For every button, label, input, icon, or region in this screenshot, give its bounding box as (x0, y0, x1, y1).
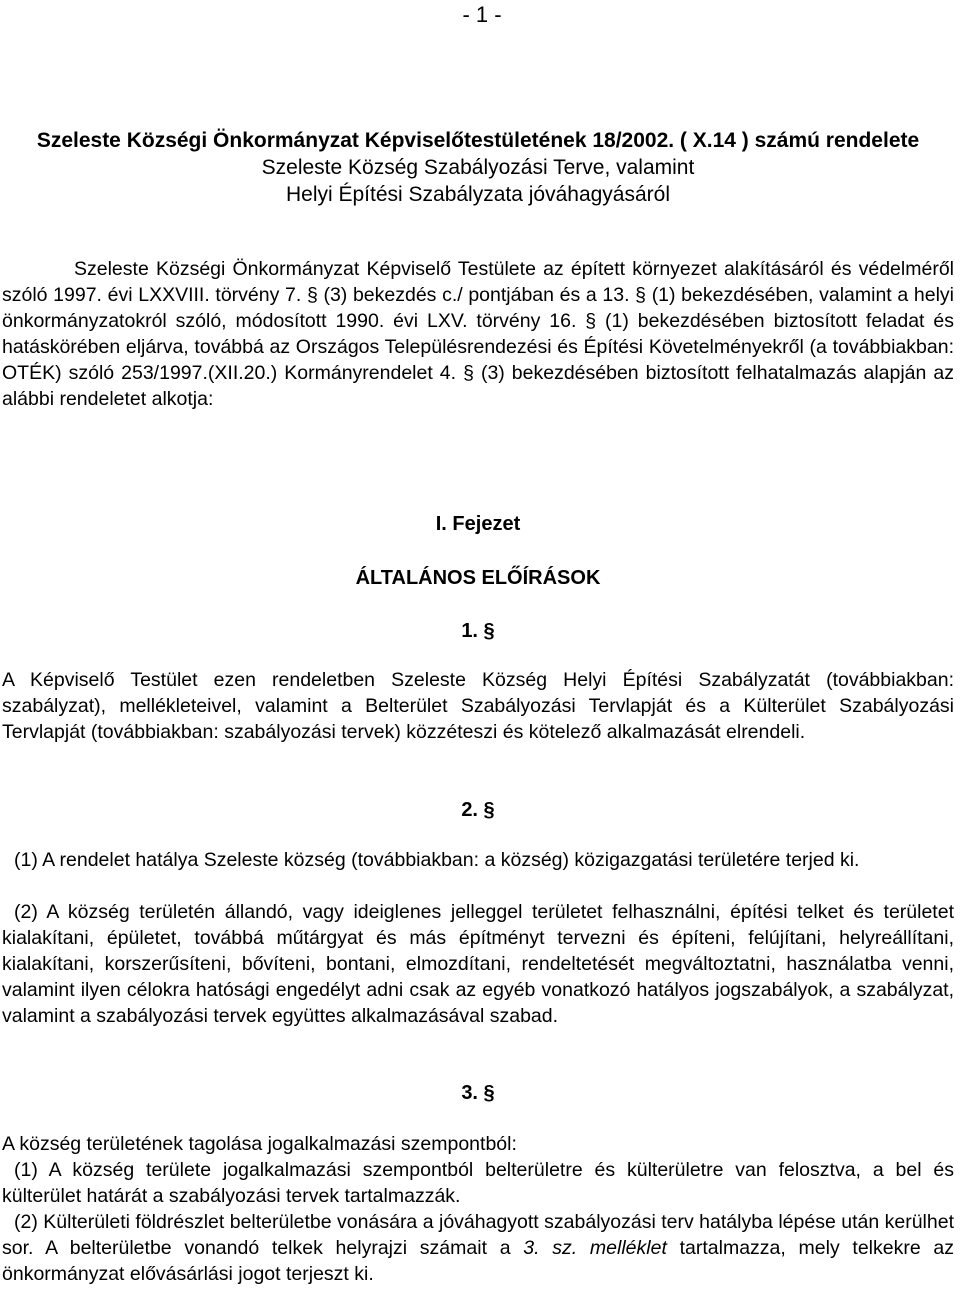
preamble-paragraph: Szeleste Községi Önkormányzat Képviselő Testülete az épített környezet alakításáról és védelméről szóló 1997. évi LXXVIII. törvény 7. § (3) bekezdés c./ pontjában és a 13. § (1) bekezdésében, valamint a helyi önkormányzatokról szóló, módosított 1990. évi LXV. törvény 16. § (1) bekezdésében biztosított feladat és hatáskörében eljárva, továbbá az Országos Településrendezési és Építési Követelményekről (a továbbiakban: OTÉK) szóló 253/1997.(XII.20.) Kormányrendelet 4. § (3) bekezdésében biztosított felhatalmazás alapján az alábbi rendeletet alkotja: (2, 258, 954, 410)
section-1-heading: 1. § (461, 620, 495, 642)
section-3-paragraph-2-end: tartalmazza, mely telkekre az önkormányzat elővásárlási jogot terjeszt ki. (2, 1237, 955, 1285)
title-line-1: Szeleste Községi Önkormányzat Képviselőtestületének 18/2002. ( X.14 ) számú rendelete (36, 129, 920, 152)
section-3-heading: 3. § (461, 1082, 495, 1104)
annex-number-ref: 3. sz. (523, 1237, 578, 1259)
spacer-text (577, 1237, 590, 1259)
page-number: - 1 - (462, 2, 502, 27)
document-title (2, 127, 954, 208)
section-2-heading: 2. § (461, 799, 495, 821)
section-3-paragraph-2 (2, 1209, 954, 1287)
section-3-intro: A község területének tagolása jogalkalmazási szempontból: (2, 1133, 517, 1155)
annex-word-ref: melléklet (589, 1237, 667, 1259)
chapter-title: ÁLTALÁNOS ELŐÍRÁSOK (355, 567, 601, 589)
section-1-paragraph: A Képviselő Testület ezen rendeletben Szeleste Község Helyi Építési Szabályzatát (továbbiakban: szabályzat), mellékleteivel, valamint a Belterület Szabályozási Tervlapját és a Külterület Szabályozási Tervlapját (továbbiakban: szabályozási tervek) közzéteszi és kötelező alkalmazását elrendeli. (2, 669, 954, 743)
chapter-number: I. Fejezet (435, 513, 521, 535)
title-line-2: Szeleste Község Szabályozási Terve, valamint (261, 156, 695, 179)
title-line-3: Helyi Építési Szabályzata jóváhagyásáról (285, 183, 671, 206)
section-3-paragraph-1: (1) A község területe jogalkalmazási szempontból belterületre és külterületre van felosztva, a bel és külterület határát a szabályozási tervek tartalmazzák. (2, 1159, 954, 1207)
section-2-paragraph-1: (1) A rendelet hatálya Szeleste község (továbbiakban: a község) közigazgatási területére terjed ki. (14, 849, 860, 871)
section-2-paragraph-2: (2) A község területén állandó, vagy ideiglenes jelleggel területet felhasználni, építési telket és területet kialakítani, épületet, továbbá műtárgyat és más építményt tervezni és építeni, felújítani, helyreállítani, kialakítani, korszerűsíteni, bővíteni, bontani, elmozdítani, rendeltetését megváltoztatni, használatba venni, valamint ilyen célokra hatósági engedélyt adni csak az egyéb vonatkozó hatályos jogszabályok, a szabályzat, valamint a szabályozási tervek együttes alkalmazásával szabad. (2, 901, 954, 1027)
section-3-paragraph-2-text: (2) Külterületi földrészlet belterületbe vonására a jóváhagyott szabályozási terv hatályba lépése után kerülhet sor. A belterületbe vonandó telkek helyrajzi számait a (2, 1211, 954, 1259)
